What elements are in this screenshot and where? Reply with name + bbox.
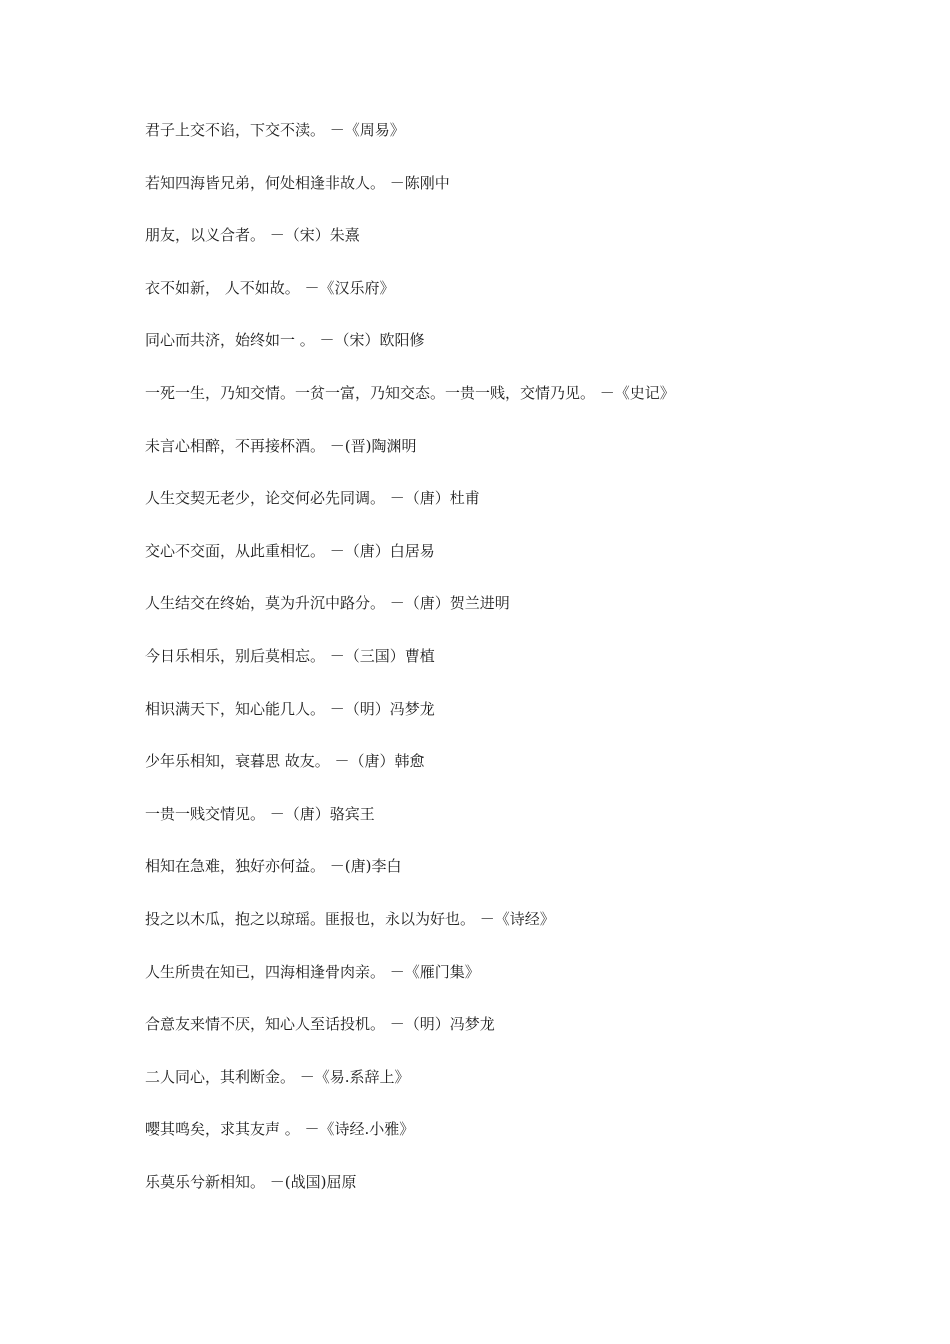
quote-line: 交心不交面，从此重相忆。 －（唐）白居易 <box>145 541 435 560</box>
quote-line: 嘤其鸣矣，求其友声 。 －《诗经.小雅》 <box>145 1120 415 1139</box>
quote-line: 乐莫乐兮新相知。 －(战国)屈原 <box>145 1172 357 1191</box>
quote-line: 人生结交在终始，莫为升沉中路分。 －（唐）贺兰进明 <box>145 594 510 613</box>
quote-line: 朋友，以义合者。 －（宋）朱熹 <box>145 226 360 245</box>
quote-line: 人生所贵在知已，四海相逢骨肉亲。 －《雁门集》 <box>145 962 480 981</box>
quote-line: 同心而共济，始终如一 。 －（宋）欧阳修 <box>145 331 425 350</box>
quote-line: 相识满天下，知心能几人。 －（明）冯梦龙 <box>145 699 435 718</box>
quote-line: 未言心相醉，不再接杯酒。 －(晋)陶渊明 <box>145 436 417 455</box>
quote-line: 人生交契无老少，论交何必先同调。 －（唐）杜甫 <box>145 489 480 508</box>
quote-line: 若知四海皆兄弟，何处相逢非故人。 －陈刚中 <box>145 173 450 192</box>
quote-line: 一死一生，乃知交情。一贫一富，乃知交态。一贵一贱，交情乃见。 －《史记》 <box>145 383 675 402</box>
quote-line: 衣不如新， 人不如故。 －《汉乐府》 <box>145 278 395 297</box>
quote-line: 合意友来情不厌，知心人至话投机。 －（明）冯梦龙 <box>145 1015 495 1034</box>
quote-line: 君子上交不谄，下交不渎。 －《周易》 <box>145 121 405 139</box>
quote-line: 今日乐相乐，别后莫相忘。 －（三国）曹植 <box>145 646 435 665</box>
quote-line: 一贵一贱交情见。 －（唐）骆宾王 <box>145 804 375 823</box>
quote-line: 二人同心，其利断金。 －《易.系辞上》 <box>145 1067 410 1086</box>
quote-line: 少年乐相知，衰暮思 故友。 －（唐）韩愈 <box>145 752 425 771</box>
quote-line: 投之以木瓜，抱之以琼瑶。匪报也，永以为好也。 －《诗经》 <box>145 909 555 928</box>
quote-list <box>145 117 675 1221</box>
quote-line: 相知在急难，独好亦何益。 －(唐)李白 <box>145 857 402 876</box>
